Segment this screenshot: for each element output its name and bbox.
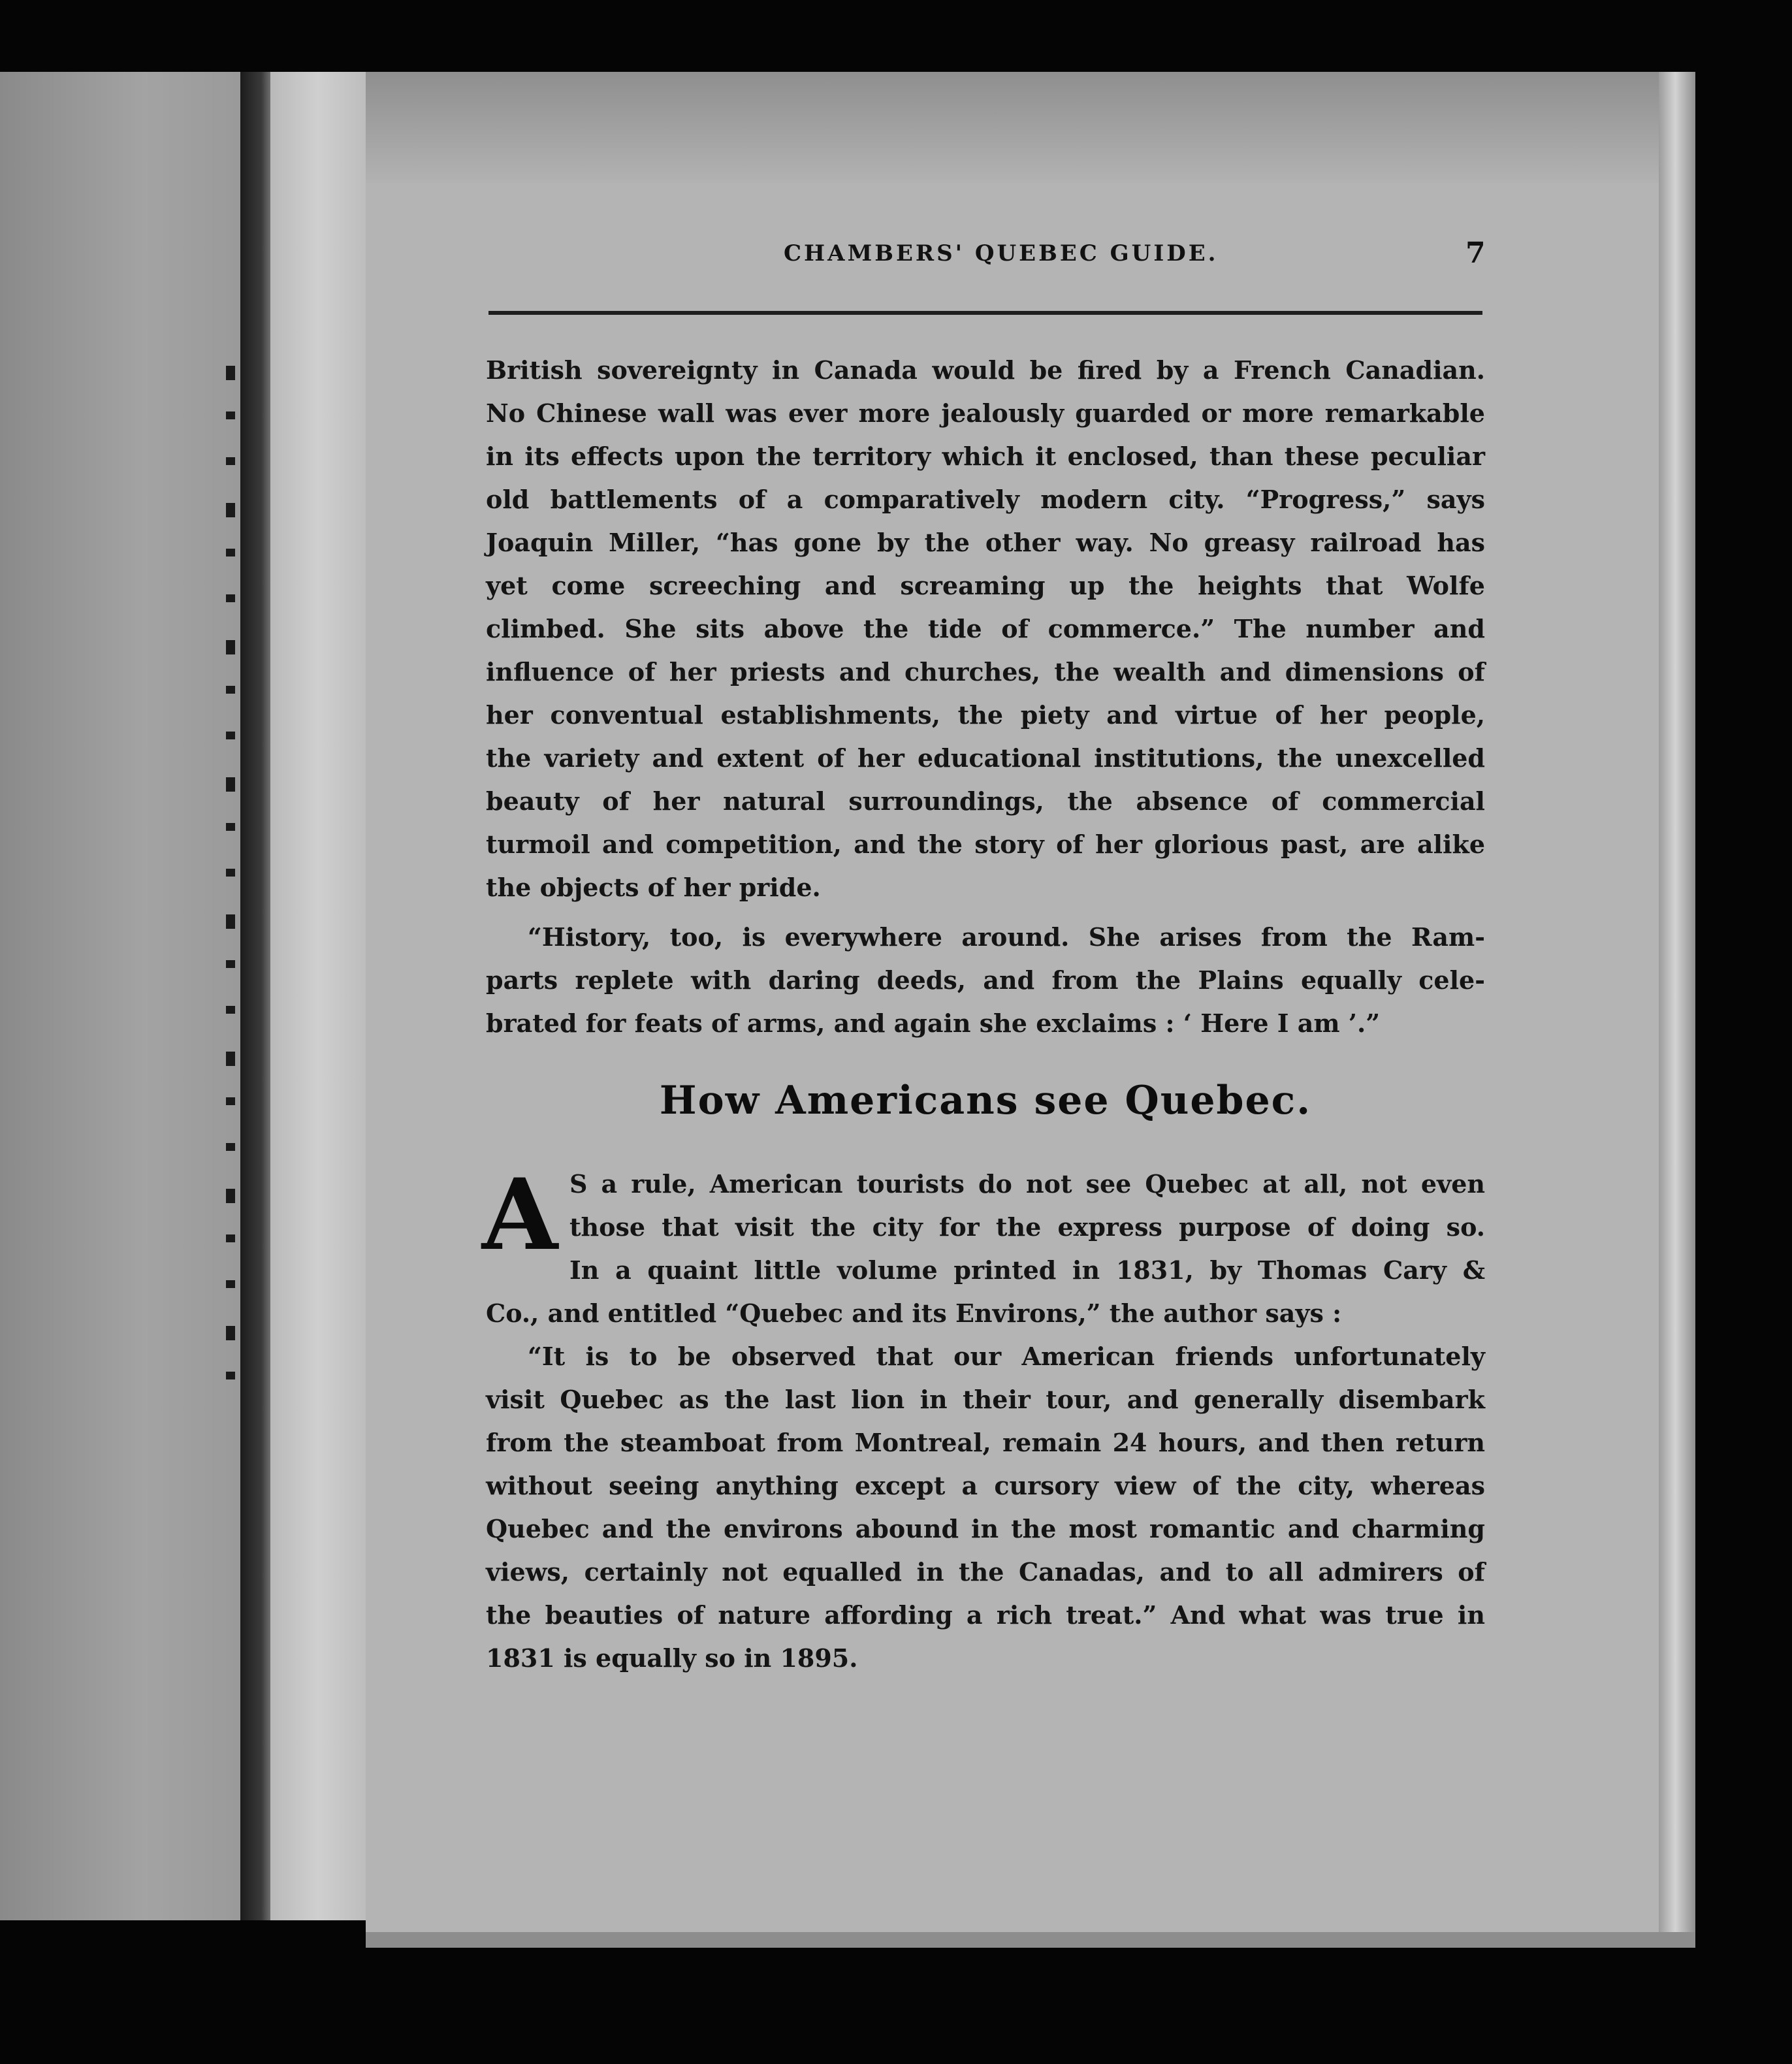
facing-page-line-end-mark <box>226 457 235 465</box>
text-line: influence of her priests and churches, the wealth and dimensions of <box>486 657 1485 686</box>
text-line: Quebec and the environs abound in the most romantic and charming <box>486 1514 1485 1543</box>
facing-page-line-end-mark <box>226 1280 235 1288</box>
facing-page-line-end-mark <box>226 686 235 694</box>
facing-page-line-end-mark <box>226 1006 235 1014</box>
text-line: brated for feats of arms, and again she exclaims : ‘ Here I am ’.” <box>486 1008 1381 1038</box>
page-edge <box>1659 72 1695 1946</box>
facing-page-line-end-mark <box>226 1234 235 1242</box>
text-line: “History, too, is everywhere around. She arises from the Ram- <box>528 922 1485 952</box>
text-line: Joaquin Miller, “has gone by the other way. No greasy railroad has <box>486 528 1485 557</box>
text-line: In a quaint little volume printed in 1831, by Thomas Cary & <box>569 1255 1485 1285</box>
paragraph-1 <box>486 349 1485 909</box>
text-line: beauty of her natural surroundings, the absence of commercial <box>486 786 1485 816</box>
text-line: views, certainly not equalled in the Canadas, and to all admirers of <box>486 1557 1485 1587</box>
text-line: without seeing anything except a cursory view of the city, whereas <box>486 1471 1485 1500</box>
text-line: yet come screeching and screaming up the heights that Wolfe <box>486 571 1485 600</box>
facing-page-line-end-mark <box>226 777 235 792</box>
facing-page-line-end-mark <box>226 640 235 654</box>
facing-page-left <box>0 72 240 1920</box>
text-line: the objects of her pride. <box>486 873 821 902</box>
text-line: the variety and extent of her educational institutions, the unexcelled <box>486 743 1485 773</box>
text-line: from the steamboat from Montreal, remain 24 hours, and then return <box>486 1428 1485 1457</box>
text-line: the beauties of nature affording a rich treat.” And what was true in <box>486 1600 1485 1630</box>
facing-page-line-end-mark <box>226 960 235 968</box>
facing-page-line-end-mark <box>226 503 235 517</box>
text-line: No Chinese wall was ever more jealously guarded or more remarkable <box>486 398 1485 428</box>
paragraph-4-quote <box>486 1335 1485 1680</box>
facing-page-line-end-mark <box>226 1052 235 1066</box>
text-line: in its effects upon the territory which it enclosed, than these peculiar <box>486 442 1485 471</box>
facing-page-line-end-mark <box>226 549 235 556</box>
facing-page-line-end-mark <box>226 1143 235 1151</box>
facing-page-line-end-mark <box>226 732 235 739</box>
text-line: “It is to be observed that our American friends unfortunately <box>528 1342 1485 1371</box>
facing-page-line-end-mark <box>226 366 235 380</box>
text-line: Co., and entitled “Quebec and its Environs,” the author says : <box>486 1298 1342 1328</box>
text-line: S a rule, American tourists do not see Quebec at all, not even <box>569 1169 1485 1199</box>
header-rule <box>488 311 1482 315</box>
text-line: climbed. She sits above the tide of commerce.” The number and <box>486 614 1485 643</box>
running-head: CHAMBERS' QUEBEC GUIDE. <box>784 240 1219 266</box>
facing-page-line-end-mark <box>226 869 235 877</box>
facing-page-line-end-mark <box>226 594 235 602</box>
facing-page-line-end-mark <box>226 1326 235 1340</box>
section-heading: How Americans see Quebec. <box>659 1078 1312 1123</box>
facing-page-line-end-mark <box>226 1097 235 1105</box>
facing-page-line-end-mark <box>226 823 235 831</box>
text-line: turmoil and competition, and the story of her glorious past, are alike <box>486 830 1485 859</box>
paragraph-3-dropcap <box>569 1163 1485 1292</box>
book-gutter-shadow <box>240 72 270 1920</box>
book-gutter <box>270 72 366 1920</box>
text-line: parts replete with daring deeds, and from the Plains equally cele- <box>486 965 1485 995</box>
text-line: visit Quebec as the last lion in their tour, and generally disembark <box>486 1385 1485 1414</box>
paragraph-3-continued <box>486 1292 1485 1335</box>
facing-page-line-end-mark <box>226 914 235 929</box>
text-line: her conventual establishments, the piety and virtue of her people, <box>486 700 1485 730</box>
text-line: British sovereignty in Canada would be fired by a French Canadian. <box>486 355 1485 385</box>
drop-cap-initial: A <box>481 1157 558 1272</box>
text-line: old battlements of a comparatively modern city. “Progress,” says <box>486 485 1485 514</box>
page-top-smudge <box>366 72 1659 183</box>
facing-page-line-end-mark <box>226 1189 235 1203</box>
facing-page-line-end-mark <box>226 411 235 419</box>
paragraph-2-quote <box>486 916 1485 1045</box>
page-bottom-edge <box>366 1932 1695 1948</box>
page-number: 7 <box>1465 236 1486 270</box>
facing-page-line-end-mark <box>226 1372 235 1379</box>
text-line: those that visit the city for the express purpose of doing so. <box>569 1212 1485 1242</box>
text-line: 1831 is equally so in 1895. <box>486 1643 858 1673</box>
